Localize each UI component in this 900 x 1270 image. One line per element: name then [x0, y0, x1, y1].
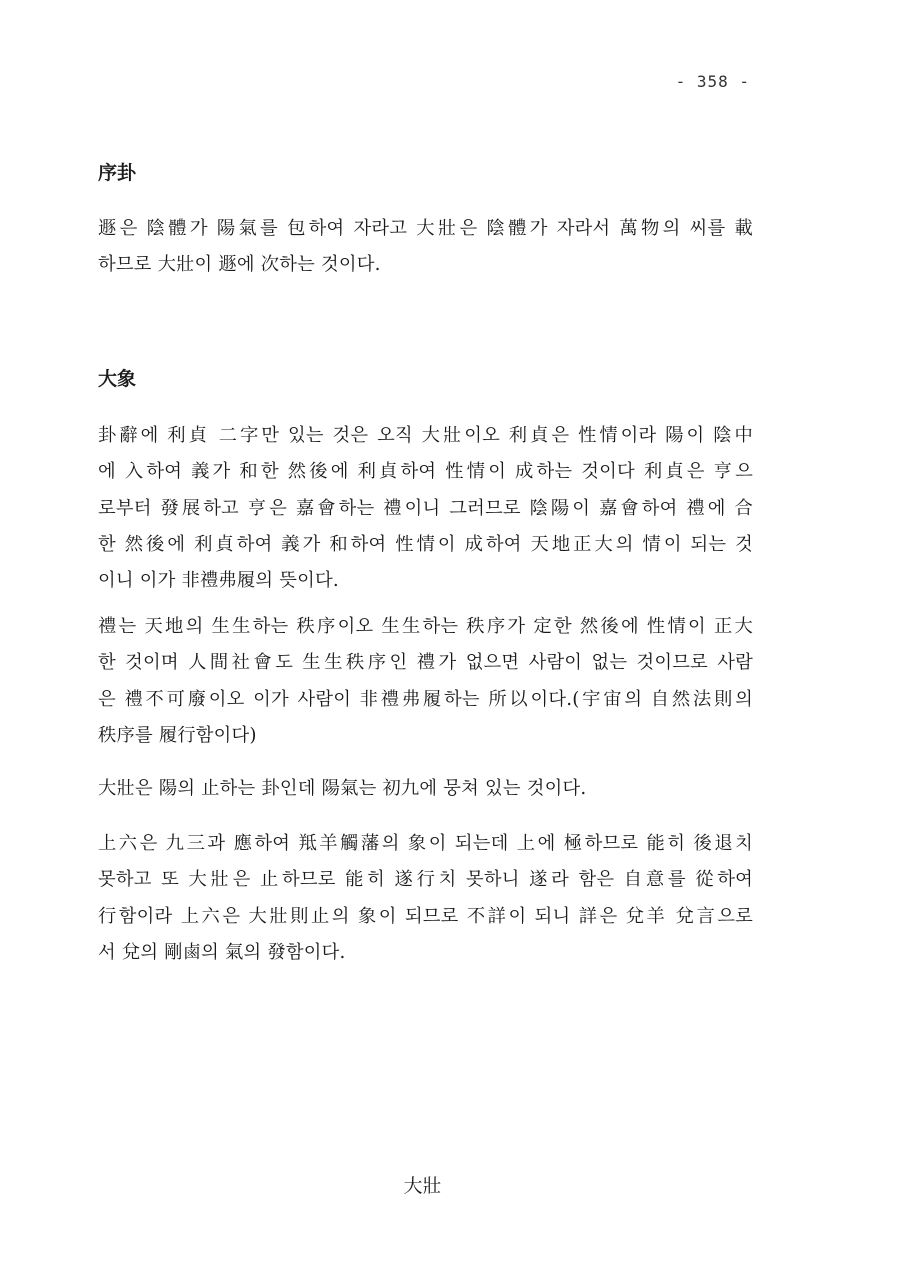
- text-line: 하므로 大壯이 遯에 次하는 것이다.: [98, 254, 381, 276]
- text-line: 에 入하여 義가 和한 然後에 利貞하여 性情이 成하는 것이다 利貞은 亨으: [98, 461, 753, 483]
- text-line: 한 것이며 人間社會도 生生秩序인 禮가 없으면 사람이 없는 것이므로 사람: [98, 652, 753, 674]
- footer-label: 大壯: [403, 1175, 442, 1197]
- paragraph: [98, 609, 753, 754]
- text-line: 上六은 九三과 應하여 羝羊觸藩의 象이 되는데 上에 極하므로 能히 後退치: [98, 833, 753, 854]
- paragraph: [98, 418, 753, 599]
- text-line: 못하고 또 大壯은 止하므로 能히 遂行치 못하니 遂라 함은 自意를 從하여: [98, 869, 753, 891]
- paragraph: [98, 211, 753, 284]
- text-line: 은 禮不可廢이오 이가 사람이 非禮弗履하는 所以이다.(宇宙의 自然法則의: [98, 688, 753, 710]
- section-heading-seogwae: 序卦: [98, 162, 137, 184]
- section-heading-daesang: 大象: [98, 368, 137, 390]
- text-line: 禮는 天地의 生生하는 秩序이오 生生하는 秩序가 定한 然後에 性情이 正大: [98, 616, 753, 637]
- text-line: 遯은 陰體가 陽氣를 包하여 자라고 大壯은 陰體가 자라서 萬物의 씨를 載: [98, 218, 753, 239]
- text-line: 行함이라 上六은 大壯則止의 象이 되므로 不詳이 되니 詳은 兌羊 兌言으로: [98, 905, 753, 927]
- text-line: 로부터 發展하고 亨은 嘉會하는 禮이니 그러므로 陰陽이 嘉會하여 禮에 合: [98, 497, 753, 519]
- text-line: 이니 이가 非禮弗履의 뜻이다.: [98, 570, 339, 592]
- text-line: 大壯은 陽의 止하는 卦인데 陽氣는 初九에 뭉쳐 있는 것이다.: [98, 778, 587, 799]
- paragraph: [98, 826, 753, 971]
- text-line: 서 兌의 剛鹵의 氣의 發함이다.: [98, 941, 346, 963]
- page-number: - 358 -: [675, 72, 750, 91]
- text-line: 한 然後에 利貞하여 義가 和하여 性情이 成하여 天地正大의 情이 되는 것: [98, 533, 753, 555]
- paragraph: [98, 771, 753, 807]
- text-line: 秩序를 履行함이다): [98, 724, 257, 746]
- text-line: 卦辭에 利貞 二字만 있는 것은 오직 大壯이오 利貞은 性情이라 陽이 陰中: [98, 425, 753, 446]
